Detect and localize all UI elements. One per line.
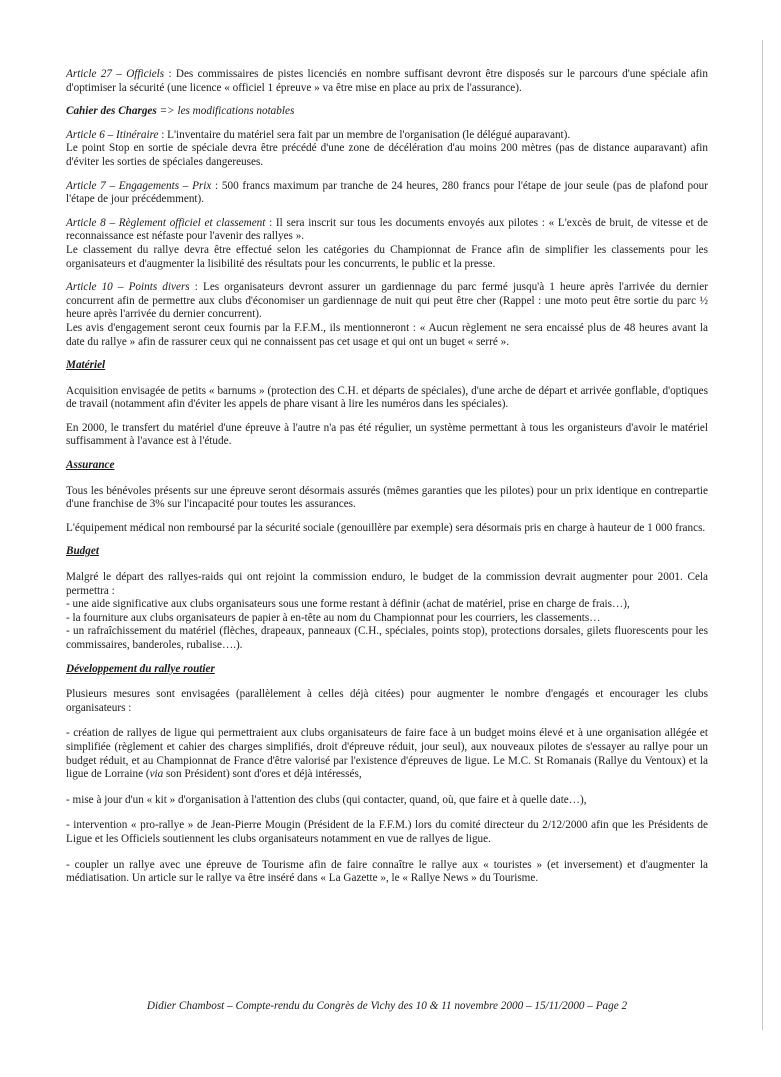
developpement-item-1	[66, 727, 708, 781]
developpement-item-2: - mise à jour d'un « kit » d'organisation à l'attention des clubs (qui contacter, quand, où, que faire et à quelle date…),	[66, 793, 587, 806]
article-27-label: Article 27 – Officiels	[66, 68, 165, 80]
developpement-item-4: - coupler un rallye avec une épreuve de Tourisme afin de faire connaître le rallye aux « touristes » (et inversement) et d'augmenter la médiatisation. Un article sur le rallye va être inséré dans « La Gazette », le « Rallye News » du Tourisme.	[66, 858, 708, 885]
assurance-paragraph-1: Tous les bénévoles présents sur une épreuve seront désormais assurés (mêmes garanties que les pilotes) pour un prix identique en contrepartie d'une franchise de 3% sur l'incapacité pour toutes les assurances.	[66, 484, 708, 511]
article-8-text: : Il sera inscrit sur tous les documents envoyés aux pilotes : « L'excès de bruit, de vitesse et de reconnaissance est néfaste pour l'avenir des rallyes ».	[66, 216, 708, 243]
developpement-intro: Plusieurs mesures sont envisagées (parallèlement à celles déjà citées) pour augmenter le nombre d'engagés et encourager les clubs organisateurs :	[66, 688, 708, 714]
article-6-text-2: Le point Stop en sortie de spéciale devra être précédé d'une zone de décélération d'au moins 200 mètres (pas de distance auparavant) afin d'éviter les sorties de spéciales dangereuses.	[66, 142, 708, 168]
document-body	[66, 68, 708, 886]
budget-heading: Budget	[66, 545, 99, 558]
article-10-text-2: Les avis d'engagement seront ceux fournis par la F.F.M., ils mentionneront : « Aucun règlement ne sera encaissé plus de 48 heures avant la date du rallye » afin de rassurer ceux qui ne connaissent pas cet usage et qui ont un buget « serré ».	[66, 321, 708, 348]
materiel-paragraph-2: En 2000, le transfert du matériel d'une épreuve à l'autre n'a pas été régulier, un système permettant à tous les organisteurs d'avoir le matériel suffisamment à l'avance est à l'étude.	[66, 421, 708, 448]
developpement-item-1-via: via	[149, 768, 164, 781]
budget-item: - un rafraîchissement du matériel (flèches, drapeaux, panneaux (C.H., spéciales, points stop), protections dorsales, gilets fluorescents pour les commissaires, banderoles, rubalise….).	[66, 625, 708, 651]
developpement-item-3: - intervention « pro-rallye » de Jean-Pierre Mougin (Président de la F.F.M.) lors du comité directeur du 2/12/2000 afin que les Présidents de Ligue et les Officiels soutiennent les clubs organisateurs notamment en vue de rallyes de ligue.	[66, 819, 708, 845]
assurance-paragraph-2: L'équipement médical non remboursé par la sécurité sociale (genouillère par exemple) sera désormais pris en charge à hauteur de 1 000 francs.	[66, 521, 706, 534]
page-footer: Didier Chambost – Compte-rendu du Congrès de Vichy des 10 & 11 novembre 2000 – 15/11/2000 – Page 2	[146, 1000, 628, 1012]
budget-intro: Malgré le départ des rallyes-raids qui ont rejoint la commission enduro, le budget de la commission devrait augmenter pour 2001. Cela permettra :	[66, 571, 708, 597]
article-10-text: : Les organisateurs devront assurer un gardiennage du parc fermé jusqu'à 1 heure après l'arrivée du dernier concurrent afin de permettre aux clubs d'économiser un gardiennage de nuit qui peut être cher (Rappel : une moto peut être sortie du parc ½ heure après l'arrivée du dernier concurrent).	[66, 281, 708, 321]
scan-edge-line	[762, 40, 763, 1030]
budget-item: - la fourniture aux clubs organisateurs de papier à en-tête au nom du Championnat pour les courriers, les classements…	[66, 611, 601, 624]
cahier-heading	[66, 105, 708, 119]
article-8-text-2: Le classement du rallye devra être effectué selon les catégories du Championnat de France afin de simplifier les classements pour les organisateurs et d'augmenter la lisibilité des résultats pour les concurrents, le public et la presse.	[66, 243, 708, 270]
cahier-heading-rest: => les modifications notables	[156, 105, 295, 118]
article-10	[66, 281, 708, 322]
article-6-label: Article 6 – Itinéraire	[66, 128, 159, 141]
article-10-label: Article 10 – Points divers	[66, 281, 190, 294]
article-6	[66, 129, 708, 143]
article-7-label: Article 7 – Engagements – Prix	[66, 179, 212, 192]
developpement-item-1-b: son Président) sont d'ores et déjà intéressés,	[163, 768, 362, 781]
article-7-text: : 500 francs maximum par tranche de 24 heures, 280 francs pour l'étape de jour seule (pas de plafond pour l'étape de jour précédemment).	[66, 179, 708, 206]
materiel-heading: Matériel	[66, 359, 106, 372]
article-8-label: Article 8 – Règlement officiel et classement	[66, 216, 266, 229]
article-27	[66, 68, 708, 95]
cahier-heading-bold: Cahier des Charges	[66, 105, 157, 118]
assurance-heading: Assurance	[66, 459, 115, 472]
article-6-text: : L'inventaire du matériel sera fait par un membre de l'organisation (le délégué auparavant).	[158, 128, 571, 141]
article-27-text: : Des commissaires de pistes licenciés en nombre suffisant devront être disposés sur le parcours d'une spéciale afin d'optimiser la sécurité (une licence « officiel 1 épreuve » va être mise en place au prix de l'assurance).	[66, 68, 708, 94]
article-7	[66, 180, 708, 207]
materiel-paragraph-1: Acquisition envisagée de petits « barnums » (protection des C.H. et départs de spéciales), d'une arche de départ et arrivée gonflable, d'optiques de travail (notamment afin d'éviter les appels de phare visant à lire les numéros dans les spéciales).	[66, 384, 708, 411]
budget-item: - une aide significative aux clubs organisateurs sous une forme restant à définir (achat de matériel, prise en charge de frais…),	[66, 598, 630, 611]
developpement-item-1-a: - création de rallyes de ligue qui permettraient aux clubs organisateurs de faire face à un budget moins élevé et à une organisation allégée et simplifiée (règlement et cahier des charges simplifiés, droit d'épreuve réduit, jour seul), aux nouveaux pilotes de s'essayer au rallye pour un budget réduit, et au Championnat de France d'être valorisé par l'existence d'épreuves de ligue. Le M.C. St Romanais (Rallye du Ventoux) et la ligue de Lorraine (	[66, 727, 708, 781]
article-8	[66, 217, 708, 244]
developpement-heading: Développement du rallye routier	[66, 662, 215, 675]
